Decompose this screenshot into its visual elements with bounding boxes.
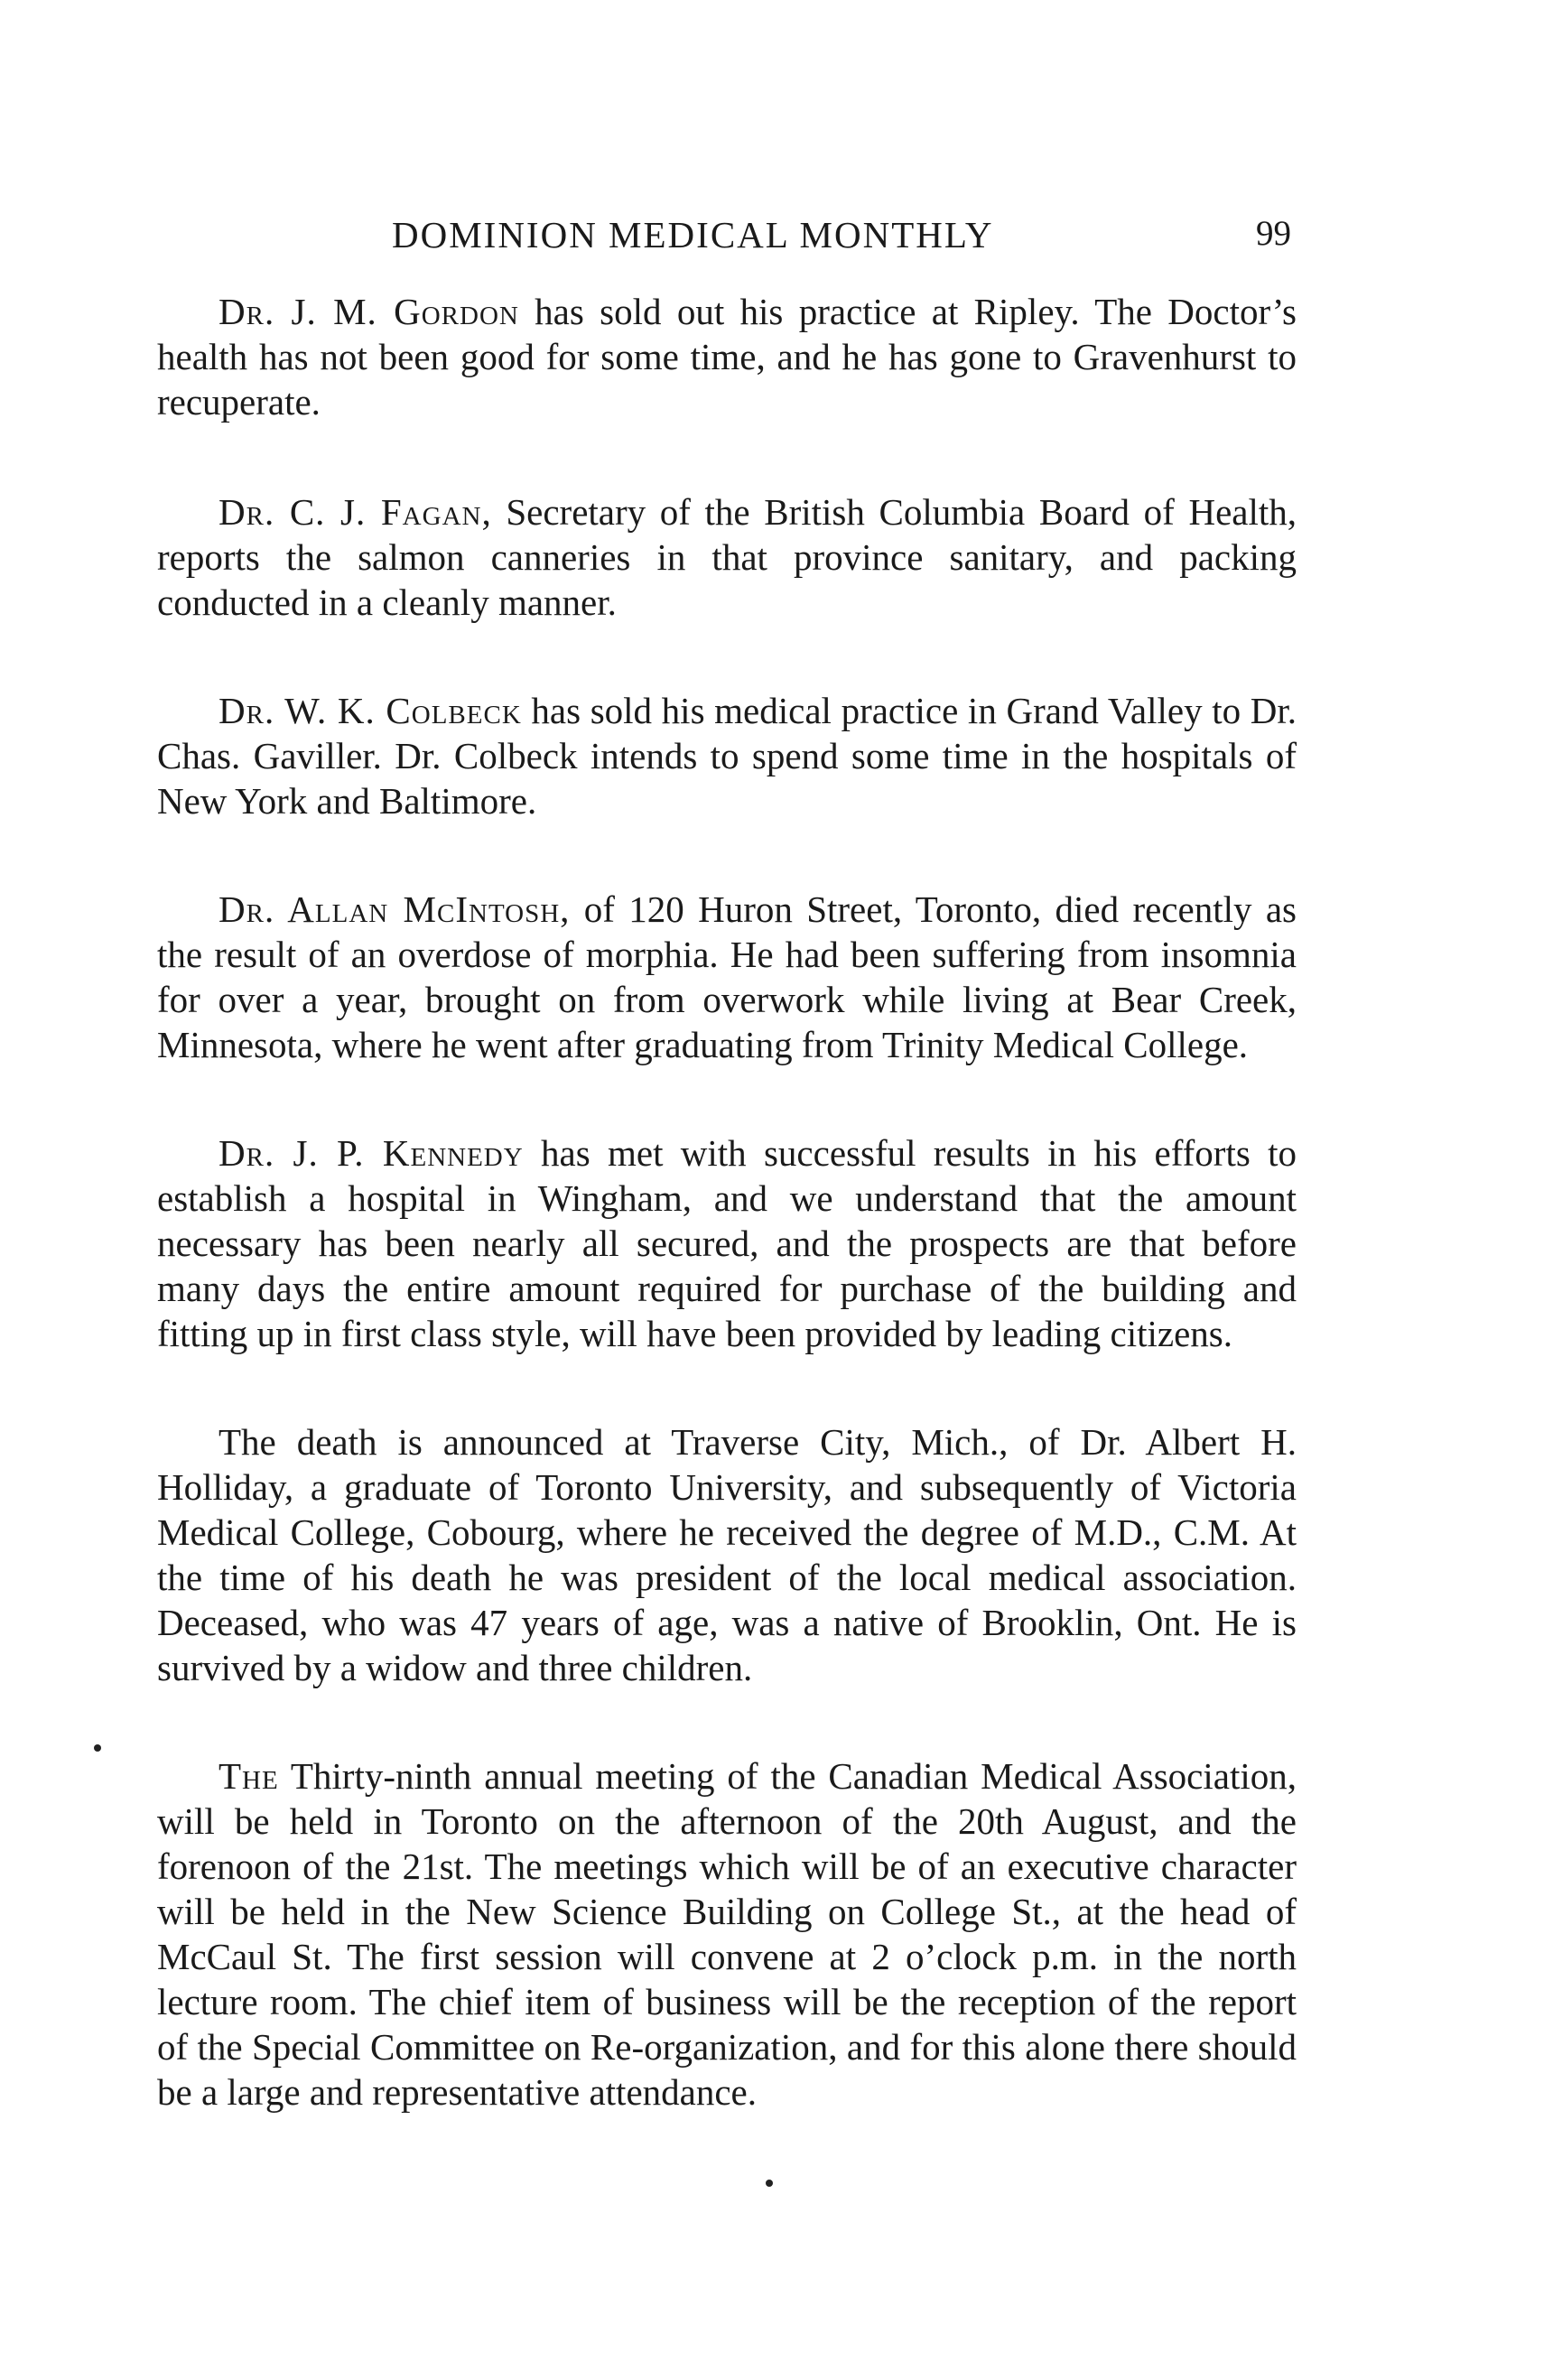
item-lead: Dr. W. K. Colbeck <box>219 690 522 731</box>
item-text: has sold out his practice at Ripley. The Doctor’s health has not been good for some time, and he has gone to Gravenhurst to recuperate. <box>157 291 1297 423</box>
news-item-gordon <box>157 289 1297 424</box>
news-item-kennedy <box>157 1130 1297 1356</box>
item-lead: Dr. C. J. Fagan, <box>219 491 492 533</box>
item-text: has met with successful results in his efforts to establish a hospital in Wingham, and we understand that the amount necessary has been nearly all secured, and the prospects are that before many days the entire amount required for purchase of the building and fitting up in first class style, will have been provided by leading citizens. <box>157 1132 1297 1354</box>
item-text: The death is announced at Traverse City, Mich., of Dr. Albert H. Holliday, a graduate of Toronto University, and subsequently of Victoria Medical College, Cobourg, where he received the degree of M.D., C.M. At the time of his death he was president of the local medical association. Deceased, who was 47 years of age, was a native of Brooklin, Ont. He is survived by a widow and three children. <box>157 1421 1297 1688</box>
news-item-fagan <box>157 489 1297 625</box>
item-lead: Dr. J. M. Gordon <box>219 291 519 332</box>
news-item-mcintosh <box>157 887 1297 1067</box>
item-lead: Dr. J. P. Kennedy <box>219 1132 524 1174</box>
item-lead: Dr. Allan McIntosh, <box>219 888 571 930</box>
news-item-colbeck <box>157 688 1297 823</box>
news-item-holliday <box>157 1419 1297 1690</box>
item-text: Thirty-ninth annual meeting of the Canadian Medical Association, will be held in Toronto on the afternoon of the 20th August, and the forenoon of the 21st. The meetings which will be of an executive character will be held in the New Science Building on College St., at the head of McCaul St. The first session will convene at 2 o’clock p.m. in the north lecture room. The chief item of business will be the reception of the report of the Special Committee on Re-organization, and for this alone there should be a large and representative attendance. <box>157 1755 1297 2113</box>
ink-dot-mark <box>766 2180 773 2187</box>
item-text: of 120 Huron Street, Toronto, died recently as the result of an overdose of morphia. He had been suffering from insomnia for over a year, brought on from overwork while living at Bear Creek, Minnesota, where he went after graduating from Trinity Medical College. <box>157 888 1297 1065</box>
page-number: 99 <box>1256 214 1291 253</box>
item-text: Secretary of the British Columbia Board of Health, reports the salmon canneries in that province sanitary, and packing conducted in a cleanly manner. <box>157 491 1297 623</box>
running-head <box>153 213 1291 267</box>
ink-dot-mark <box>94 1744 101 1752</box>
running-title: DOMINION MEDICAL MONTHLY <box>392 214 994 256</box>
news-item-cma-meeting <box>157 1753 1297 2115</box>
item-text: has sold his medical practice in Grand Valley to Dr. Chas. Gaviller. Dr. Colbeck intends to spend some time in the hospitals of New York and Baltimore. <box>157 690 1297 822</box>
news-items <box>157 289 1297 2178</box>
item-lead: The <box>219 1755 279 1797</box>
